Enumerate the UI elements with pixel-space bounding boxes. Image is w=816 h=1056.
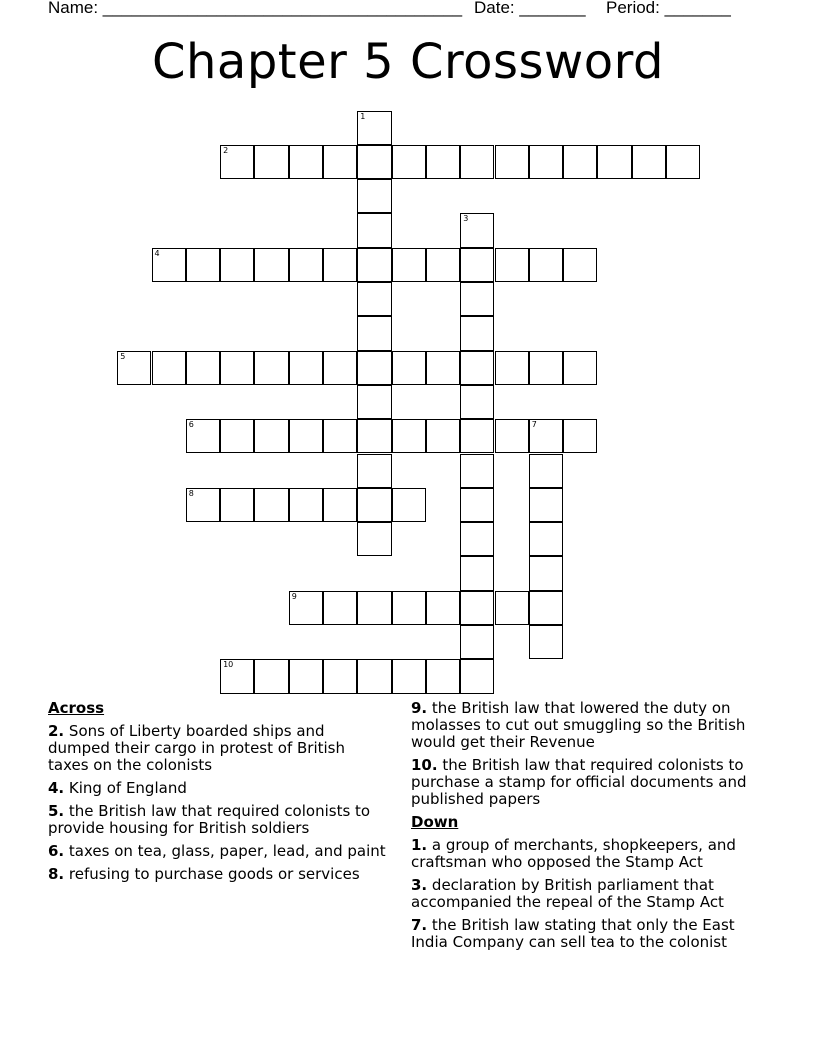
down-clue-3	[411, 877, 771, 911]
cell-number: 1	[360, 111, 366, 121]
grid-cell[interactable]	[460, 316, 494, 350]
grid-cell[interactable]	[460, 454, 494, 488]
grid-cell[interactable]	[254, 145, 288, 179]
grid-cell[interactable]	[495, 591, 529, 625]
clue-number: 9.	[411, 699, 428, 717]
grid-cell[interactable]	[357, 111, 391, 145]
grid-cell[interactable]	[563, 248, 597, 282]
grid-cell[interactable]	[289, 659, 323, 693]
grid-cell[interactable]	[529, 145, 563, 179]
grid-cell[interactable]	[529, 351, 563, 385]
down-heading: Down	[411, 813, 459, 831]
clue-number: 10.	[411, 756, 438, 774]
grid-cell[interactable]	[460, 522, 494, 556]
period-field[interactable]: Period: _______	[606, 0, 731, 17]
grid-cell[interactable]	[495, 145, 529, 179]
date-field[interactable]: Date: _______	[474, 0, 586, 17]
grid-cell[interactable]	[289, 351, 323, 385]
grid-cell[interactable]	[495, 419, 529, 453]
grid-cell[interactable]	[392, 488, 426, 522]
grid-cell[interactable]	[220, 419, 254, 453]
grid-cell[interactable]	[460, 659, 494, 693]
grid-cell[interactable]	[186, 488, 220, 522]
grid-cell[interactable]	[597, 145, 631, 179]
grid-cell[interactable]	[460, 591, 494, 625]
grid-cell[interactable]	[323, 591, 357, 625]
grid-cell[interactable]	[495, 351, 529, 385]
grid-cell[interactable]	[632, 145, 666, 179]
across-clue-6	[48, 843, 388, 860]
grid-cell[interactable]	[357, 179, 391, 213]
grid-cell[interactable]	[220, 659, 254, 693]
across-clue-8	[48, 866, 388, 883]
grid-cell[interactable]	[323, 248, 357, 282]
grid-cell[interactable]	[426, 419, 460, 453]
grid-cell[interactable]	[289, 488, 323, 522]
grid-cell[interactable]	[426, 591, 460, 625]
grid-cell[interactable]	[460, 625, 494, 659]
clue-column-right	[411, 700, 771, 957]
grid-cell[interactable]	[220, 488, 254, 522]
grid-cell[interactable]	[529, 419, 563, 453]
across-clue-9	[411, 700, 771, 751]
grid-cell[interactable]	[220, 351, 254, 385]
grid-cell[interactable]	[460, 213, 494, 247]
grid-cell[interactable]	[289, 248, 323, 282]
down-clue-1	[411, 837, 771, 871]
grid-cell[interactable]	[357, 385, 391, 419]
grid-cell[interactable]	[357, 454, 391, 488]
clue-text: taxes on tea, glass, paper, lead, and paint	[68, 842, 386, 860]
grid-cell[interactable]	[357, 659, 391, 693]
grid-cell[interactable]	[357, 351, 391, 385]
cell-number: 3	[463, 214, 469, 224]
cell-number: 10	[223, 660, 234, 670]
grid-cell[interactable]	[563, 419, 597, 453]
grid-cell[interactable]	[357, 282, 391, 316]
cell-number: 2	[223, 145, 229, 155]
grid-cell[interactable]	[529, 591, 563, 625]
grid-cell[interactable]	[426, 145, 460, 179]
cell-number: 8	[188, 488, 194, 498]
grid-cell[interactable]	[323, 351, 357, 385]
grid-cell[interactable]	[392, 659, 426, 693]
grid-cell[interactable]	[357, 488, 391, 522]
grid-cell[interactable]	[254, 248, 288, 282]
grid-cell[interactable]	[357, 591, 391, 625]
clue-number: 5.	[48, 802, 65, 820]
grid-cell[interactable]	[460, 248, 494, 282]
grid-cell[interactable]	[289, 145, 323, 179]
grid-cell[interactable]	[357, 145, 391, 179]
clue-text: the British law that required colonists to provide housing for British soldiers	[48, 802, 371, 837]
cell-number: 6	[188, 420, 194, 430]
grid-cell[interactable]	[392, 248, 426, 282]
grid-cell[interactable]	[323, 145, 357, 179]
grid-cell[interactable]	[392, 419, 426, 453]
grid-cell[interactable]	[460, 556, 494, 590]
grid-cell[interactable]	[186, 248, 220, 282]
clue-number: 3.	[411, 876, 428, 894]
across-clue-5	[48, 803, 388, 837]
grid-cell[interactable]	[357, 316, 391, 350]
grid-cell[interactable]	[529, 522, 563, 556]
grid-cell[interactable]	[323, 419, 357, 453]
name-field[interactable]: Name: ______________________________________	[48, 0, 463, 17]
clue-text: Sons of Liberty boarded ships and dumped their cargo in protest of British taxes on the colonists	[48, 722, 345, 774]
down-clue-7	[411, 917, 771, 951]
across-clue-10	[411, 757, 771, 808]
grid-cell[interactable]	[220, 248, 254, 282]
grid-cell[interactable]	[460, 145, 494, 179]
grid-cell[interactable]	[323, 488, 357, 522]
clue-column-left	[48, 700, 388, 889]
clue-number: 8.	[48, 865, 65, 883]
clue-text: King of England	[68, 779, 187, 797]
clue-number: 2.	[48, 722, 65, 740]
page-title: Chapter 5 Crossword	[151, 34, 665, 90]
across-clue-4	[48, 780, 388, 797]
grid-cell[interactable]	[529, 248, 563, 282]
grid-cell[interactable]	[117, 351, 151, 385]
cell-number: 9	[291, 591, 297, 601]
cell-number: 7	[531, 420, 537, 430]
grid-cell[interactable]	[357, 522, 391, 556]
clue-text: refusing to purchase goods or services	[68, 865, 360, 883]
grid-cell[interactable]	[323, 659, 357, 693]
grid-cell[interactable]	[529, 625, 563, 659]
grid-cell[interactable]	[186, 419, 220, 453]
grid-cell[interactable]	[186, 351, 220, 385]
grid-cell[interactable]	[426, 351, 460, 385]
clue-number: 7.	[411, 916, 428, 934]
clue-number: 4.	[48, 779, 65, 797]
grid-cell[interactable]	[289, 419, 323, 453]
cell-number: 5	[120, 351, 126, 361]
grid-cell[interactable]	[254, 419, 288, 453]
clue-text: the British law that lowered the duty on molasses to cut out smuggling so the British would get their Revenue	[411, 699, 746, 751]
grid-cell[interactable]	[357, 419, 391, 453]
clue-text: the British law stating that only the East India Company can sell tea to the colonist	[411, 916, 735, 951]
grid-cell[interactable]	[392, 145, 426, 179]
grid-cell[interactable]	[426, 659, 460, 693]
grid-cell[interactable]	[495, 248, 529, 282]
grid-cell[interactable]	[392, 351, 426, 385]
grid-cell[interactable]	[529, 488, 563, 522]
grid-cell[interactable]	[357, 248, 391, 282]
clue-number: 6.	[48, 842, 65, 860]
grid-cell[interactable]	[254, 351, 288, 385]
across-heading: Across	[48, 699, 105, 717]
grid-cell[interactable]	[289, 591, 323, 625]
grid-cell[interactable]	[254, 659, 288, 693]
grid-cell[interactable]	[254, 488, 288, 522]
grid-cell[interactable]	[460, 419, 494, 453]
grid-cell[interactable]	[529, 454, 563, 488]
grid-cell[interactable]	[563, 145, 597, 179]
grid-cell[interactable]	[666, 145, 700, 179]
grid-cell[interactable]	[460, 282, 494, 316]
across-clue-2	[48, 723, 388, 774]
grid-cell[interactable]	[152, 248, 186, 282]
grid-cell[interactable]	[357, 213, 391, 247]
grid-cell[interactable]	[460, 488, 494, 522]
grid-cell[interactable]	[220, 145, 254, 179]
grid-cell[interactable]	[563, 351, 597, 385]
clue-text: the British law that required colonists to purchase a stamp for official documents and published papers	[411, 756, 747, 808]
cell-number: 4	[154, 248, 160, 258]
clue-number: 1.	[411, 836, 428, 854]
grid-cell[interactable]	[529, 556, 563, 590]
grid-cell[interactable]	[152, 351, 186, 385]
clue-text: declaration by British parliament that accompanied the repeal of the Stamp Act	[411, 876, 724, 911]
clue-text: a group of merchants, shopkeepers, and craftsman who opposed the Stamp Act	[411, 836, 736, 871]
grid-cell[interactable]	[426, 248, 460, 282]
grid-cell[interactable]	[460, 385, 494, 419]
grid-cell[interactable]	[460, 351, 494, 385]
grid-cell[interactable]	[392, 591, 426, 625]
